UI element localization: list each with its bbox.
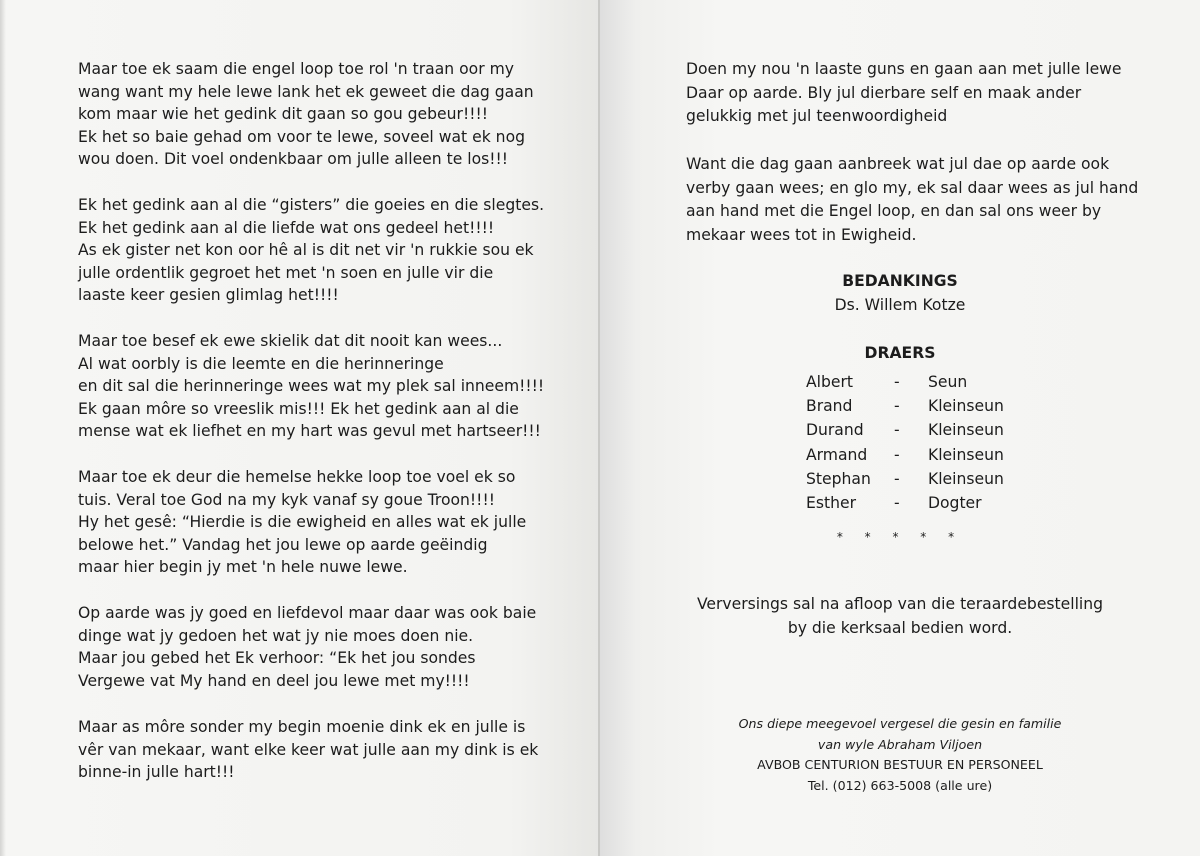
poem-line: Ek het so baie gehad om voor te lewe, soveel wat ek nog (78, 127, 526, 146)
poem-line: Maar toe ek saam die engel loop toe rol 'n traan oor my (78, 60, 514, 78)
poem-line: binne-in julle hart!!! (78, 763, 235, 782)
condolence-deceased: van wyle Abraham Viljoen (817, 736, 983, 752)
condolence-phone: Tel. (012) 663-5008 (alle ure) (807, 777, 993, 793)
poem-line: Ek het gedink aan al die “gisters” die goeies en die slegtes. (78, 196, 545, 214)
poem-paragraph-5 (78, 602, 578, 692)
poem-line: As ek gister net kon oor hê al is dit net vir 'n rukkie sou ek (78, 241, 534, 260)
bearer-dash: - (894, 421, 900, 440)
poem-line: vêr van mekaar, want elke keer wat julle aan my dink is ek (78, 740, 539, 759)
poem-line: mense wat ek liefhet en my hart was gevul met hartseer!!! (78, 422, 541, 441)
bearer-relation: Kleinseun (928, 469, 1004, 488)
poem-continuation-paragraph-1 (686, 58, 1166, 129)
page-edge-shadow (0, 0, 6, 856)
condolence-line: Ons diepe meegevoel vergesel die gesin en familie (738, 716, 1062, 731)
poem-line: mekaar wees tot in Ewigheid. (686, 225, 917, 244)
poem-line: gelukkig met jul teenwoordigheid (686, 107, 948, 126)
poem-line: dinge wat jy gedoen het wat jy nie moes doen nie. (78, 626, 474, 645)
poem-line: Ek het gedink aan al die liefde wat ons gedeel het!!!! (78, 218, 495, 237)
condolence-company: AVBOB CENTURION BESTUUR EN PERSONEEL (757, 757, 1043, 772)
bearer-name: Durand (806, 421, 864, 440)
poem-line: Doen my nou 'n laaste guns en gaan aan met julle lewe (686, 60, 1122, 78)
list-item (806, 418, 1048, 442)
poem-line: en dit sal die herinneringe wees wat my plek sal inneem!!!! (78, 377, 545, 396)
poem-line: wou doen. Dit voel ondenkbaar om julle alleen te los!!! (78, 150, 509, 169)
poem-line: verby gaan wees; en glo my, ek sal daar wees as jul hand (686, 178, 1139, 197)
refreshments-notice (600, 592, 1200, 640)
poem-line: belowe het.” Vandag het jou lewe op aarde geëindig (78, 535, 488, 554)
list-item (806, 394, 1048, 418)
refreshments-line: Verversings sal na afloop van die teraardebestelling (696, 595, 1104, 613)
poem-line: julle ordentlik gegroet het met 'n soen en julle vir die (78, 263, 494, 282)
bearer-name: Albert (806, 373, 854, 391)
bearer-dash: - (894, 469, 900, 488)
list-item (806, 370, 1048, 394)
poem-line: Vergewe vat My hand en deel jou lewe met my!!!! (78, 671, 470, 690)
poem-paragraph-4 (78, 466, 578, 579)
condolence-notice (600, 714, 1200, 796)
bearers-list (806, 370, 1048, 515)
bearer-dash: - (894, 493, 900, 512)
bearer-dash: - (894, 397, 900, 416)
bearer-name: Stephan (806, 469, 871, 488)
poem-line: Maar toe besef ek ewe skielik dat dit nooit kan wees... (78, 332, 503, 350)
poem-line: Ek gaan môre so vreeslik mis!!! Ek het gedink aan al die (78, 399, 519, 418)
bearer-relation: Kleinseun (928, 421, 1004, 440)
poem-line: Al wat oorbly is die leemte en die herinneringe (78, 354, 444, 373)
poem-line: Maar as môre sonder my begin moenie dink ek en julle is (78, 718, 526, 736)
star-divider: * * * * * (836, 530, 964, 544)
poem-line: maar hier begin jy met 'n hele nuwe lewe. (78, 558, 408, 577)
bearer-name: Esther (806, 493, 856, 512)
poem-line: Want die dag gaan aanbreek wat jul dae op aarde ook (686, 155, 1110, 173)
thanks-name: Ds. Willem Kotze (834, 296, 966, 314)
poem-line: Maar jou gebed het Ek verhoor: “Ek het jou sondes (78, 649, 476, 668)
bearer-dash: - (894, 445, 900, 464)
bearer-name: Brand (806, 397, 853, 416)
poem-line: Maar toe ek deur die hemelse hekke loop toe voel ek so (78, 468, 516, 486)
bearers-heading: DRAERS (864, 344, 936, 362)
thanks-heading: BEDANKINGS (842, 272, 958, 290)
poem-line: Op aarde was jy goed en liefdevol maar daar was ook baie (78, 604, 537, 622)
poem-paragraph-3 (78, 330, 578, 443)
poem-line: Daar op aarde. Bly jul dierbare self en maak ander (686, 83, 1082, 102)
refreshments-line: by die kerksaal bedien word. (787, 619, 1013, 637)
poem-line: Hy het gesê: “Hierdie is die ewigheid en alles wat ek julle (78, 513, 527, 532)
poem-paragraph-2 (78, 194, 578, 307)
bearer-relation: Kleinseun (928, 445, 1004, 464)
bearer-dash: - (894, 373, 900, 391)
poem-paragraph-6 (78, 716, 578, 784)
poem-continuation-paragraph-2 (686, 153, 1166, 247)
list-item (806, 491, 1048, 515)
list-item (806, 467, 1048, 491)
poem-paragraph-1 (78, 58, 578, 171)
list-item (806, 443, 1048, 467)
poem-line: aan hand met die Engel loop, en dan sal ons weer by (686, 202, 1102, 221)
poem-line: wang want my hele lewe lank het ek geweet die dag gaan (78, 82, 534, 101)
poem-line: kom maar wie het gedink dit gaan so gou gebeur!!!! (78, 105, 488, 124)
bearer-relation: Dogter (928, 493, 982, 512)
bearer-name: Armand (806, 445, 868, 464)
bearer-relation: Seun (928, 373, 968, 391)
bearer-relation: Kleinseun (928, 397, 1004, 416)
poem-line: laaste keer gesien glimlag het!!!! (78, 286, 339, 305)
poem-line: tuis. Veral toe God na my kyk vanaf sy goue Troon!!!! (78, 490, 495, 509)
